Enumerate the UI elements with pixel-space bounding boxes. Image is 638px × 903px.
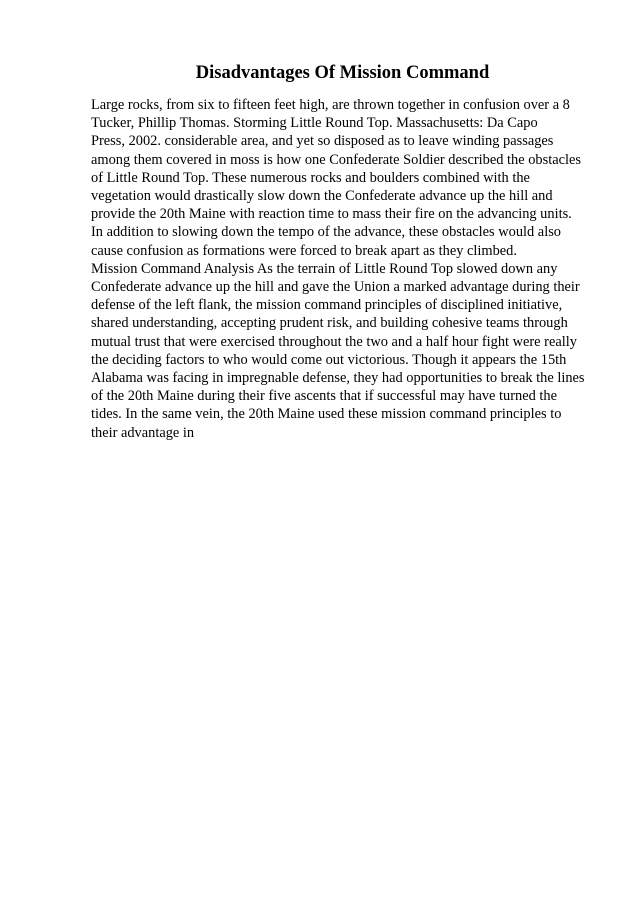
text-line: of the 20th Maine during their five ascents that if successful may have turned the	[91, 388, 557, 405]
text-line: shared understanding, accepting prudent risk, and building cohesive teams through	[91, 315, 568, 332]
text-line: Alabama was facing in impregnable defense, they had opportunities to break the lines	[91, 370, 585, 387]
text-line: their advantage in	[91, 424, 195, 441]
text-line: among them covered in moss is how one Confederate Soldier described the obstacles	[91, 151, 581, 168]
text-line: provide the 20th Maine with reaction time to mass their fire on the advancing units.	[91, 206, 572, 223]
text-line: Mission Command Analysis As the terrain of Little Round Top slowed down any	[91, 260, 558, 277]
text-line: vegetation would drastically slow down the Confederate advance up the hill and	[91, 188, 553, 205]
body-paragraph	[91, 96, 611, 442]
text-line: Press, 2002. considerable area, and yet so disposed as to leave winding passages	[91, 133, 554, 150]
text-line: Large rocks, from six to fifteen feet high, are thrown together in confusion over a 8	[91, 97, 570, 113]
text-line: the deciding factors to who would come out victorious. Though it appears the 15th	[91, 351, 567, 368]
text-line: tides. In the same vein, the 20th Maine used these mission command principles to	[91, 406, 562, 423]
text-line: of Little Round Top. These numerous rocks and boulders combined with the	[91, 169, 530, 186]
text-line: mutual trust that were exercised throughout the two and a half hour fight were really	[91, 333, 577, 350]
text-line: Tucker, Phillip Thomas. Storming Little Round Top. Massachusetts: Da Capo	[91, 115, 538, 132]
text-line: defense of the left flank, the mission command principles of disciplined initiative,	[91, 297, 563, 314]
document-title: Disadvantages Of Mission Command	[195, 63, 490, 83]
text-line: In addition to slowing down the tempo of the advance, these obstacles would also	[91, 224, 561, 241]
text-line: Confederate advance up the hill and gave the Union a marked advantage during their	[91, 279, 580, 296]
text-line: cause confusion as formations were forced to break apart as they climbed.	[91, 242, 517, 259]
